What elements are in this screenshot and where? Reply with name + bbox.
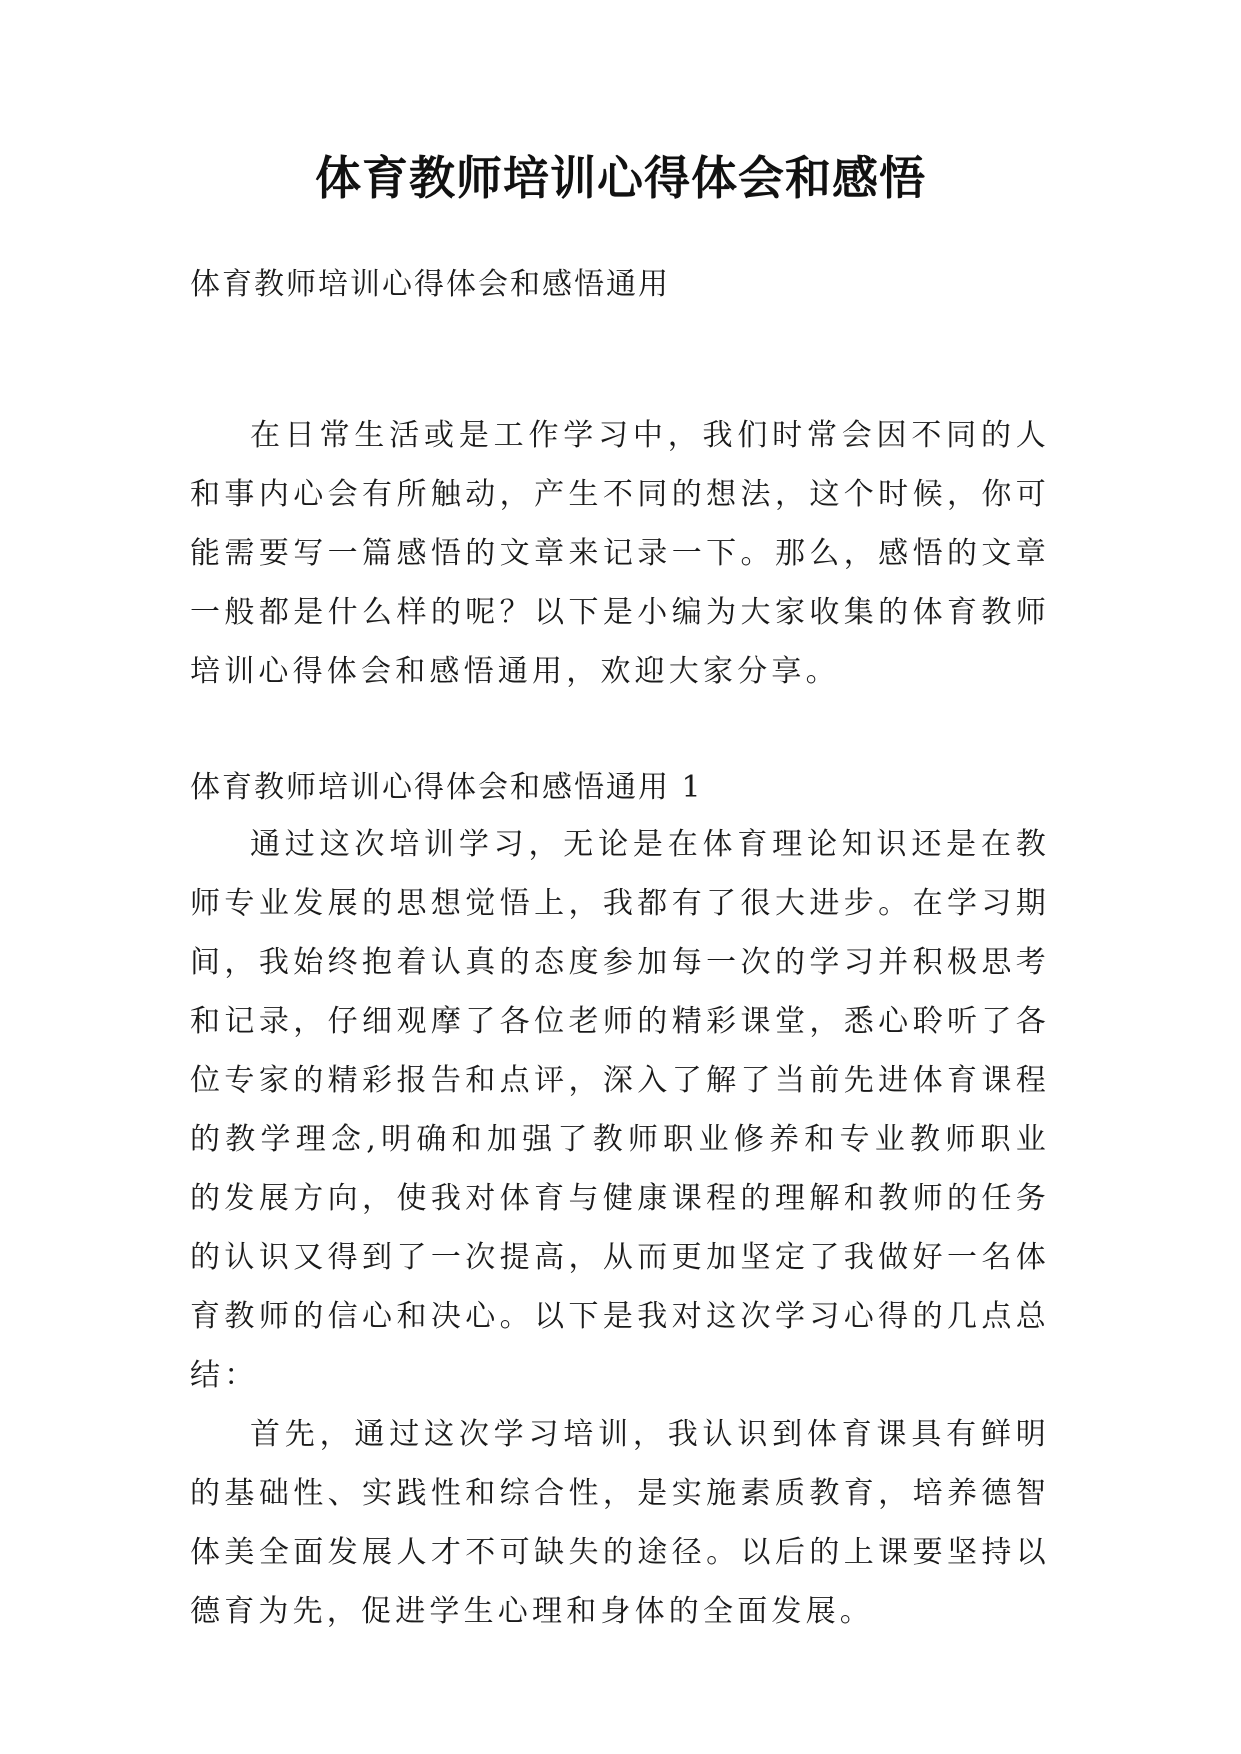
section-heading: 体育教师培训心得体会和感悟通用 1 [190,770,703,805]
document-title: 体育教师培训心得体会和感悟 [315,151,926,205]
body-paragraph: 通过这次培训学习，无论是在体育理论知识还是在教师专业发展的思想觉悟上，我都有了很大进步。在学习期间，我始终抱着认真的态度参加每一次的学习并积极思考和记录，仔细观摩了各位老师的精彩课堂，悉心聆听了各位专家的精彩报告和点评，深入了解了当前先进体育课程的教学理念,明确和加强了教师职业修养和专业教师职业的发展方向，使我对体育与健康课程的理解和教师的任务的认识又得到了一次提高，从而更加坚定了我做好一名体育教师的信心和决心。以下是我对这次学习心得的几点总结： [190,827,1050,1393]
document-subtitle: 体育教师培训心得体会和感悟通用 [190,267,670,302]
section-body [190,815,1050,1641]
intro-section [190,406,1050,701]
intro-paragraph: 在日常生活或是工作学习中，我们时常会因不同的人和事内心会有所触动，产生不同的想法，这个时候，你可能需要写一篇感悟的文章来记录一下。那么，感悟的文章一般都是什么样的呢？以下是小编为大家收集的体育教师培训心得体会和感悟通用，欢迎大家分享。 [190,418,1050,689]
body-paragraph: 首先，通过这次学习培训，我认识到体育课具有鲜明的基础性、实践性和综合性，是实施素质教育，培养德智体美全面发展人才不可缺失的途径。以后的上课要坚持以德育为先，促进学生心理和身体的全面发展。 [190,1417,1050,1629]
